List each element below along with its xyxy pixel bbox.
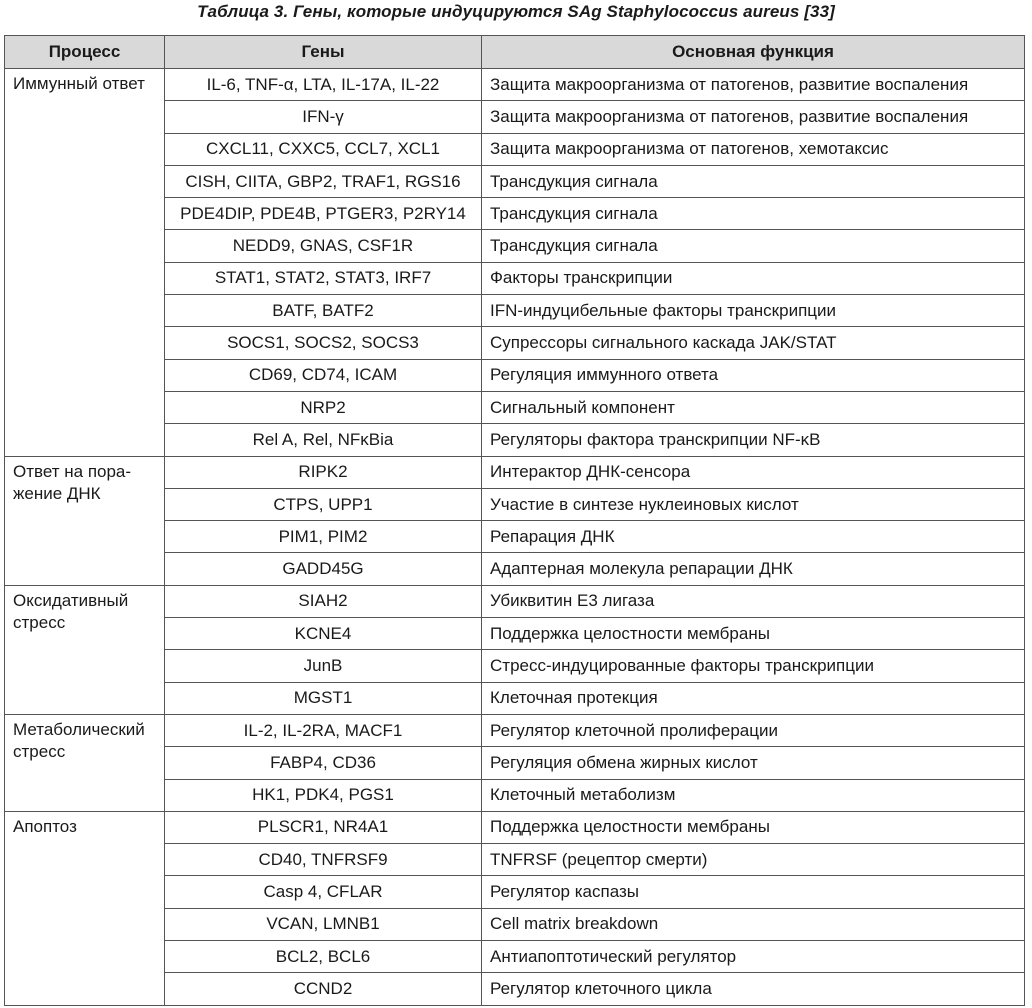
genes-cell: CD40, TNFRSF9: [165, 844, 482, 876]
genes-cell: BATF, BATF2: [165, 295, 482, 327]
genes-cell: NRP2: [165, 391, 482, 423]
function-cell: Трансдукция сигнала: [482, 165, 1025, 197]
process-cell: [5, 456, 165, 585]
function-cell: TNFRSF (рецептор смерти): [482, 844, 1025, 876]
genes-cell: PDE4DIP, PDE4B, PTGER3, P2RY14: [165, 198, 482, 230]
function-cell: Сигнальный компонент: [482, 391, 1025, 423]
process-cell: [5, 714, 165, 811]
genes-cell: VCAN, LMNB1: [165, 908, 482, 940]
genes-cell: IL-6, TNF-α, LTA, IL-17A, IL-22: [165, 69, 482, 101]
genes-cell: BCL2, BCL6: [165, 941, 482, 973]
genes-cell: STAT1, STAT2, STAT3, IRF7: [165, 262, 482, 294]
genes-cell: GADD45G: [165, 553, 482, 585]
genes-cell: IL-2, IL-2RA, MACF1: [165, 714, 482, 746]
function-cell: Клеточная протекция: [482, 682, 1025, 714]
function-cell: Защита макроорганизма от патогенов, развитие воспаления: [482, 69, 1025, 101]
function-cell: Регулятор клеточной пролиферации: [482, 714, 1025, 746]
genes-cell: CXCL11, CXXC5, CCL7, XCL1: [165, 133, 482, 165]
genes-cell: HK1, PDK4, PGS1: [165, 779, 482, 811]
function-cell: Регулятор каспазы: [482, 876, 1025, 908]
table-row: [5, 714, 1025, 746]
function-cell: Клеточный метаболизм: [482, 779, 1025, 811]
header-genes: Гены: [165, 36, 482, 69]
function-cell: Регуляторы фактора транскрипции NF-κB: [482, 424, 1025, 456]
genes-cell: KCNE4: [165, 618, 482, 650]
process-label-line: Ответ на пора-: [13, 461, 132, 481]
function-cell: Поддержка целостности мембраны: [482, 618, 1025, 650]
function-cell: Репарация ДНК: [482, 521, 1025, 553]
function-cell: Защита макроорганизма от патогенов, развитие воспаления: [482, 101, 1025, 133]
genes-cell: CD69, CD74, ICAM: [165, 359, 482, 391]
function-cell: Cell matrix breakdown: [482, 908, 1025, 940]
function-cell: Факторы транскрипции: [482, 262, 1025, 294]
genes-cell: MGST1: [165, 682, 482, 714]
function-cell: Регуляция обмена жирных кислот: [482, 747, 1025, 779]
process-label-line: Иммунный ответ: [13, 74, 145, 93]
genes-cell: SIAH2: [165, 585, 482, 617]
genes-table: [4, 35, 1025, 1006]
process-cell: [5, 811, 165, 1005]
genes-cell: CISH, CIITA, GBP2, TRAF1, RGS16: [165, 165, 482, 197]
function-cell: Убиквитин Е3 лигаза: [482, 585, 1025, 617]
function-cell: Поддержка целостности мембраны: [482, 811, 1025, 843]
table-header-row: [5, 36, 1025, 69]
process-label-line: Метаболический: [13, 719, 145, 739]
function-cell: Супрессоры сигнального каскада JAK/STAT: [482, 327, 1025, 359]
function-cell: Интерактор ДНК-сенсора: [482, 456, 1025, 488]
genes-cell: Casp 4, CFLAR: [165, 876, 482, 908]
genes-cell: SOCS1, SOCS2, SOCS3: [165, 327, 482, 359]
process-cell: [5, 69, 165, 457]
genes-cell: CTPS, UPP1: [165, 488, 482, 520]
process-label-line: Оксидативный: [13, 590, 129, 610]
table-row: [5, 456, 1025, 488]
genes-cell: FABP4, CD36: [165, 747, 482, 779]
function-cell: Адаптерная молекула репарации ДНК: [482, 553, 1025, 585]
genes-cell: Rel A, Rel, NFκBia: [165, 424, 482, 456]
process-label-line: стресс: [13, 612, 66, 632]
genes-cell: IFN-γ: [165, 101, 482, 133]
table-row: [5, 811, 1025, 843]
header-process: Процесс: [5, 36, 165, 69]
function-cell: Трансдукция сигнала: [482, 230, 1025, 262]
genes-cell: PLSCR1, NR4A1: [165, 811, 482, 843]
function-cell: Антиапоптотический регулятор: [482, 941, 1025, 973]
function-cell: IFN-индуцибельные факторы транскрипции: [482, 295, 1025, 327]
genes-cell: PIM1, PIM2: [165, 521, 482, 553]
function-cell: Регулятор клеточного цикла: [482, 973, 1025, 1005]
process-cell: [5, 585, 165, 714]
function-cell: Трансдукция сигнала: [482, 198, 1025, 230]
table-row: [5, 69, 1025, 101]
genes-cell: CCND2: [165, 973, 482, 1005]
function-cell: Регуляция иммунного ответа: [482, 359, 1025, 391]
function-cell: Защита макроорганизма от патогенов, хемотаксис: [482, 133, 1025, 165]
header-function: Основная функция: [482, 36, 1025, 69]
table-caption: Таблица 3. Гены, которые индуцируются SAg Staphylococcus aureus [33]: [197, 2, 835, 21]
function-cell: Участие в синтезе нуклеиновых кислот: [482, 488, 1025, 520]
process-label-line: жение ДНК: [13, 483, 101, 503]
genes-cell: JunB: [165, 650, 482, 682]
table-body: [5, 69, 1025, 1006]
genes-cell: RIPK2: [165, 456, 482, 488]
process-label-line: стресс: [13, 741, 66, 761]
function-cell: Стресс-индуцированные факторы транскрипции: [482, 650, 1025, 682]
table-row: [5, 585, 1025, 617]
genes-cell: NEDD9, GNAS, CSF1R: [165, 230, 482, 262]
process-label-line: Апоптоз: [13, 816, 77, 836]
